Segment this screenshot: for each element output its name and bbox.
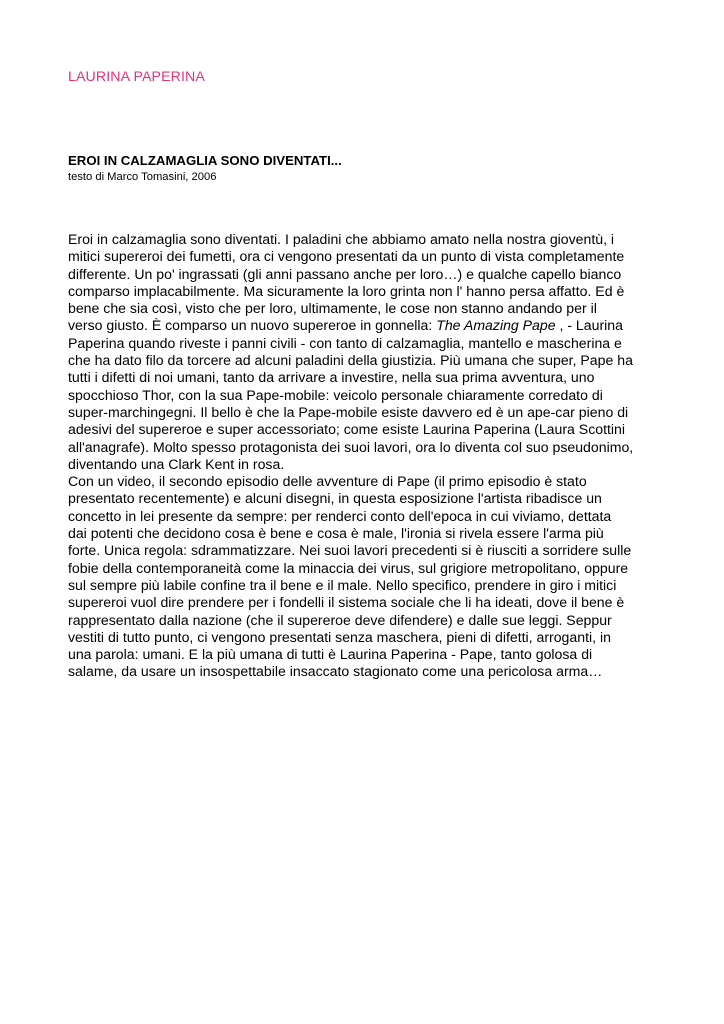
body-line: differente. Un po' ingrassati (gli anni passano anche per loro…) e qualche capello bianco [68,265,622,282]
artwork-title-italic: The Amazing Pape [436,317,556,334]
article-byline: testo di Marco Tomasini, 2006 [68,171,217,183]
body-line: una parola: umani. E la più umana di tutti è Laurina Paperina - Pape, tanto golosa di [68,646,593,663]
body-line: concetto in lei presente da sempre: per renderci conto dell'epoca in cui viviamo, dettata [68,507,612,524]
body-line: supereroi vuol dire prendere per i fondelli il sistema sociale che li ha ideati, dove il bene è [68,594,625,611]
body-line: salame, da usare un insospettabile insaccato stagionato come una pericolosa arma… [68,663,603,680]
body-text-run: , - Laurina [555,317,623,334]
body-line: Paperina quando riveste i panni civili - con tanto di calzamaglia, mantello e mascherina e [68,334,622,351]
body-line-with-italic [68,317,668,334]
body-line: mitici supereroi dei fumetti, ora ci vengono presentati da un punto di vista completamente [68,248,625,265]
body-line: diventando una Clark Kent in rosa. [68,455,285,472]
artist-name-heading: LAURINA PAPERINA [68,69,205,85]
body-line: forte. Unica regola: sdrammatizzare. Nei suoi lavori precedenti si è riusciti a sorridere sulle [68,542,632,559]
body-line: presentato recentemente) e alcuni disegni, in questa esposizione l'artista ribadisce un [68,490,602,507]
body-line: spocchioso Thor, con la sua Pape-mobile: veicolo personale chiaramente corredato di [68,386,603,403]
body-line: comparso implacabilmente. Ma sicuramente la loro grinta non l' hanno persa affatto. Ed è [68,282,625,299]
body-line: super-marchingegni. Il bello è che la Pape-mobile esiste davvero ed è un ape-car pieno di [68,403,629,420]
body-line: rappresentato dalla nazione (che il supereroe deve difendere) e dalle sue leggi. Seppur [68,611,612,628]
body-line: adesivi del supereroe e super accessoriato; come esiste Laurina Paperina (Laura Scottini [68,421,626,438]
article-body [68,231,668,681]
body-line: Con un video, il secondo episodio delle avventure di Pape (il primo episodio è stato [68,473,587,490]
body-line: fobie della contemporaneità come la minaccia dei virus, sul grigiore metropolitano, oppure [68,559,629,576]
body-line: sul sempre più labile confine tra il bene e il male. Nello specifico, prendere in giro i mitici [68,576,617,593]
body-line: all'anagrafe). Molto spesso protagonista dei suoi lavori, ora lo diventa col suo pseudonimo, [68,438,634,455]
body-line: Eroi in calzamaglia sono diventati. I paladini che abbiamo amato nella nostra gioventù, i [68,231,615,247]
body-line: dai potenti che decidono cosa è bene e cosa è male, l'ironia si rivela essere l'arma più [68,525,604,542]
article-title: EROI IN CALZAMAGLIA SONO DIVENTATI... [68,153,342,168]
body-line: bene che sia così, visto che per loro, ultimamente, le cose non stanno andando per il [68,300,597,317]
body-line: vestiti di tutto punto, ci vengono presentati senza maschera, pieni di difetti, arroganti, in [68,628,611,645]
body-line: che ha dato filo da torcere ad alcuni paladini della giustizia. Più umana che super, Pape ha [68,352,633,369]
body-text-run: verso giusto. È comparso un nuovo supereroe in gonnella: [68,317,437,334]
body-line: tutti i difetti di noi umani, tanto da arrivare a investire, nella sua prima avventura, uno [68,369,595,386]
